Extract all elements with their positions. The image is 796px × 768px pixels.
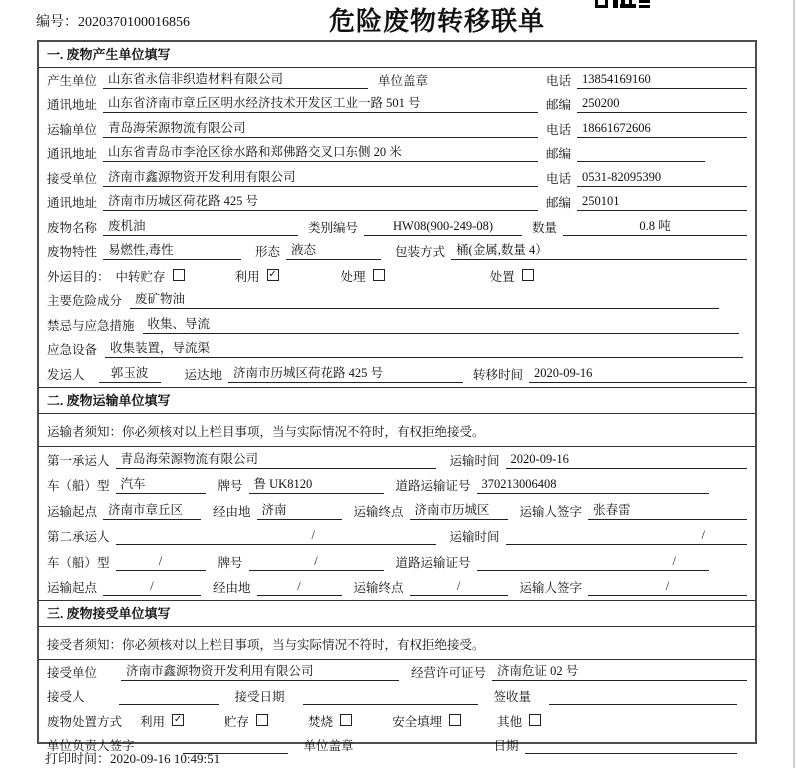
field-label: 运输单位	[47, 122, 98, 137]
checkbox-option	[392, 712, 461, 730]
field-value: /	[588, 579, 747, 596]
field-value: HW08(900-249-08)	[364, 219, 522, 236]
checkbox-unchecked-icon	[529, 714, 541, 726]
field-label: 牌号	[217, 555, 243, 570]
field-value: 收集装置，导流渠	[105, 338, 743, 358]
checkbox-label: 焚烧	[308, 714, 334, 729]
field-label: 运输起点	[47, 504, 98, 519]
field-label: 运输终点	[353, 504, 404, 519]
field-label: 通讯地址	[47, 98, 98, 113]
field-label: 形态	[255, 245, 281, 260]
field-label: 电话	[545, 171, 571, 186]
checkbox-option	[224, 712, 268, 730]
field-value: 山东省永信非织造材料有限公司	[103, 69, 368, 89]
form-row	[39, 264, 755, 289]
checkbox-label: 利用	[140, 714, 166, 729]
field-value-blank	[549, 689, 737, 705]
field-label: 第一承运人	[47, 453, 110, 468]
checkbox-unchecked-icon	[373, 269, 385, 281]
field-value-blank	[119, 689, 219, 705]
field-label: 类别编号	[308, 220, 359, 235]
field-label: 通讯地址	[47, 196, 98, 211]
field-value: 桶(金属,数量 4）	[451, 240, 747, 260]
form-row	[39, 240, 755, 265]
field-value: 液态	[286, 240, 381, 260]
field-label: 车（船）型	[47, 479, 110, 493]
checkbox-label: 处理	[340, 269, 366, 284]
form-row	[39, 549, 755, 575]
form-row	[39, 575, 755, 601]
field-value: /	[103, 579, 201, 596]
field-value: 济南	[257, 500, 342, 520]
field-label: 运输时间	[449, 453, 500, 468]
form-row	[39, 660, 755, 685]
form-row	[39, 709, 755, 734]
field-value-blank	[525, 738, 737, 754]
field-value: 鲁 UK8120	[249, 474, 384, 494]
field-value: 济南市鑫源物资开发利用有限公司	[103, 167, 538, 187]
print-time-value: 2020-09-16 10:49:51	[110, 751, 221, 766]
section1-rows	[39, 68, 755, 387]
field-value: 13854169160	[577, 72, 747, 89]
field-label: 第二承运人	[47, 530, 110, 544]
checkbox-unchecked-icon	[522, 269, 534, 281]
qr-code-cropped-icon	[595, 0, 650, 9]
form-row	[39, 191, 755, 216]
field-label: 应急设备	[47, 343, 98, 358]
field-value: 济南市历城区荷花路 425 号	[103, 191, 538, 211]
form-row	[39, 289, 755, 314]
print-time-label: 打印时间：	[45, 751, 111, 766]
checkbox-unchecked-icon	[340, 714, 352, 726]
field-value: 济南市历城区荷花路 425 号	[228, 363, 463, 383]
checkbox-unchecked-icon	[256, 714, 268, 726]
field-value: /	[410, 579, 508, 596]
field-value: /	[249, 554, 384, 571]
field-label: 邮编	[545, 196, 571, 211]
field-label: 数量	[532, 220, 558, 235]
field-value: 郭玉波	[99, 363, 161, 383]
field-label: 经由地	[213, 504, 251, 519]
serial-label: 编号：	[36, 15, 78, 30]
checkbox-label: 利用	[234, 269, 260, 284]
serial-number-line	[36, 11, 190, 31]
field-label: 禁忌与应急措施	[47, 318, 135, 333]
field-value-blank	[303, 689, 478, 705]
field-label: 经由地	[213, 581, 251, 595]
field-label: 邮编	[545, 147, 571, 162]
form-row	[39, 524, 755, 550]
section3-rows	[39, 660, 755, 758]
form-row	[39, 447, 755, 473]
field-label: 废物名称	[47, 220, 98, 235]
field-value: 18661672606	[577, 121, 747, 138]
field-label: 道路运输证号	[395, 479, 471, 493]
section2-title: 二. 废物运输单位填写	[39, 387, 755, 414]
field-value: 收集、导流	[143, 314, 739, 334]
field-value: /	[116, 528, 436, 545]
field-value: 250101	[577, 194, 747, 211]
field-value: /	[477, 554, 709, 571]
field-value: 青岛海荣源物流有限公司	[103, 118, 538, 138]
field-value: 废矿物油	[130, 289, 719, 309]
section1-title: 一. 废物产生单位填写	[39, 42, 755, 68]
checkbox-option	[490, 267, 534, 285]
field-label: 单位负责人签字	[47, 739, 135, 754]
field-value: 济南市章丘区	[103, 500, 201, 520]
field-value: 汽车	[116, 474, 206, 494]
field-value: /	[116, 554, 206, 571]
field-label: 运输人签字	[519, 581, 583, 595]
field-label: 废物处置方式	[47, 714, 123, 729]
field-label: 接受单位	[47, 665, 98, 680]
field-value: 250200	[577, 96, 747, 113]
field-label: 单位盖章	[303, 739, 354, 754]
checkbox-option	[235, 267, 279, 285]
field-label: 外运目的：	[47, 269, 110, 284]
field-label: 主要危险成分	[47, 294, 123, 309]
field-label: 电话	[545, 122, 571, 137]
field-label: 车（船）型	[47, 555, 110, 570]
section2-notice: 运输者须知：你必须核对以上栏目事项，当与实际情况不符时，有权拒绝接受。	[39, 414, 755, 447]
transfer-form-table	[37, 40, 757, 754]
form-row	[39, 142, 755, 167]
field-label: 道路运输证号	[395, 555, 471, 570]
field-label: 电话	[545, 73, 571, 88]
field-value: /	[257, 579, 342, 596]
checkbox-label: 贮存	[224, 714, 250, 729]
field-label: 运输终点	[353, 581, 404, 595]
page-right-edge	[793, 0, 795, 768]
form-row	[39, 338, 755, 363]
field-label: 接受单位	[47, 171, 98, 186]
checkbox-label: 处置	[489, 269, 515, 284]
field-value: 济南市历城区	[410, 500, 508, 520]
field-label: 运达地	[184, 367, 223, 382]
form-row	[39, 685, 755, 710]
checkbox-option	[497, 712, 541, 730]
section3-notice: 接受者须知：你必须核对以上栏目事项，当与实际情况不符时，有权拒绝接受。	[39, 627, 755, 660]
field-value: 2020-09-16	[506, 452, 747, 469]
field-value: 济南市鑫源物资开发利用有限公司	[121, 661, 399, 681]
checkbox-option	[341, 267, 385, 285]
checkbox-checked-icon: ✓	[173, 714, 183, 726]
form-row	[39, 313, 755, 338]
field-label: 发运人	[47, 367, 85, 382]
field-value: 废机油	[103, 216, 298, 236]
field-label: 单位盖章	[378, 73, 429, 88]
form-row	[39, 473, 755, 499]
field-label: 运输起点	[47, 581, 98, 595]
form-row	[39, 498, 755, 524]
form-row	[39, 93, 755, 118]
field-label: 产生单位	[47, 73, 98, 88]
field-label: 邮编	[545, 98, 571, 113]
field-label: 签收量	[493, 690, 532, 705]
checkbox-unchecked-icon	[449, 714, 461, 726]
field-label: 转移时间	[473, 367, 524, 382]
checkbox-label: 其他	[497, 714, 523, 729]
field-value: 2020-09-16	[529, 366, 747, 383]
checkbox-option	[116, 267, 185, 285]
field-value: 青岛海荣源物流有限公司	[116, 449, 436, 469]
field-value: 易燃性,毒性	[103, 240, 241, 260]
field-value: 张春雷	[588, 500, 747, 520]
checkbox-checked-icon: ✓	[268, 269, 277, 281]
field-value: 0531-82095390	[577, 170, 747, 187]
field-label: 运输时间	[449, 530, 500, 544]
form-row	[39, 215, 755, 240]
checkbox-option	[140, 712, 184, 730]
field-label: 日期	[493, 739, 519, 754]
field-value: 济南危证 02 号	[492, 661, 747, 681]
field-value: 山东省济南市章丘区明水经济技术开发区工业一路 501 号	[103, 93, 538, 113]
checkbox-label: 中转贮存	[115, 269, 166, 284]
field-value: /	[506, 528, 747, 545]
field-label: 通讯地址	[47, 147, 98, 162]
checkbox-unchecked-icon	[173, 269, 185, 281]
form-row	[39, 166, 755, 191]
field-value: 山东省青岛市李沧区徐水路和郑佛路交叉口东侧 20 米	[103, 142, 538, 162]
page-title: 危险废物转移联单	[329, 7, 546, 36]
field-label: 运输人签字	[519, 504, 583, 519]
field-value: 370213006408	[477, 477, 709, 494]
section3-title: 三. 废物接受单位填写	[39, 600, 755, 627]
field-label: 包装方式	[395, 245, 446, 260]
serial-value: 2020370100016856	[78, 15, 190, 30]
form-row	[39, 117, 755, 142]
field-label: 接受人	[47, 690, 85, 705]
field-label: 接受日期	[234, 690, 285, 705]
field-label: 废物特性	[47, 245, 98, 260]
field-value: 0.8 吨	[563, 216, 747, 236]
section2-rows	[39, 447, 755, 600]
field-label: 经营许可证号	[411, 665, 487, 680]
field-value-blank	[577, 146, 705, 162]
checkbox-option	[308, 712, 352, 730]
print-time-line	[45, 748, 220, 767]
field-label: 牌号	[217, 479, 243, 493]
form-row	[39, 68, 755, 93]
form-row	[39, 362, 755, 387]
checkbox-label: 安全填埋	[392, 714, 443, 729]
